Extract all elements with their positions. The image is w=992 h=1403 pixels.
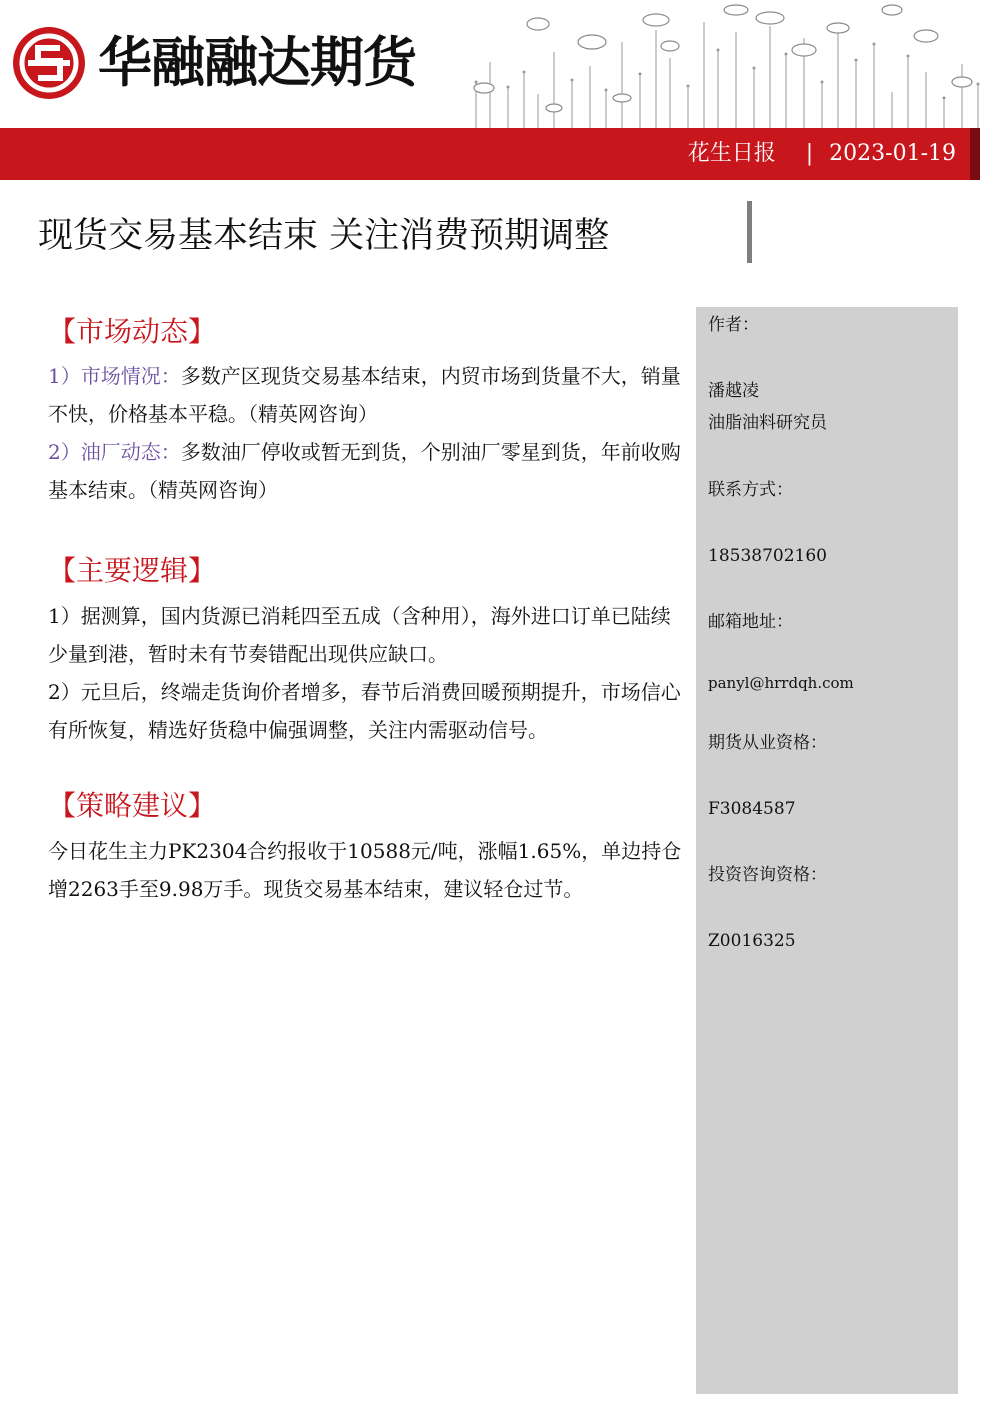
page-title: 现货交易基本结束 关注消费预期调整: [38, 216, 610, 256]
email-address[interactable]: panyl@hrrdqh.com: [708, 674, 854, 692]
market-item-1-text: 多数产区现货交易基本结束，内贸市场到货量不大，销量不快，价格基本平稳。（精英网咨询）: [48, 364, 681, 426]
strategy-text: 今日花生主力PK2304合约报收于10588元/吨，涨幅1.65%，单边持仓增2263手至9.98万手。现货交易基本结束，建议轻仓过节。: [48, 839, 682, 901]
banner-end-tab: [970, 128, 980, 180]
title-divider: [747, 201, 752, 263]
header: [0, 0, 992, 128]
contact-label: 联系方式：: [708, 480, 793, 500]
advisory-cert-id: Z0016325: [708, 931, 796, 951]
market-item-1: [48, 357, 688, 433]
logic-item-1: 1）据测算，国内货源已消耗四至五成（含种用），海外进口订单已陆续少量到港，暂时未有节奏错配出现供应缺口。: [48, 604, 671, 666]
futures-cert-label: 期货从业资格：: [708, 733, 827, 753]
section-heading-strategy: 【策略建议】: [48, 789, 217, 822]
report-meta: [688, 128, 956, 180]
author-name: 潘越凌: [708, 381, 759, 401]
company-logo-icon: [12, 26, 86, 100]
logic-item-2: 2）元旦后，终端走货询价者增多，春节后消费回暖预期提升，市场信心有所恢复，精选好货稳中偏强调整，关注内需驱动信号。: [48, 680, 681, 742]
phone-number: 18538702160: [708, 546, 827, 566]
report-date: 2023-01-19: [829, 141, 956, 166]
email-label: 邮箱地址：: [708, 612, 793, 632]
author-sidebar: [696, 307, 958, 1394]
author-role: 油脂油料研究员: [708, 413, 827, 433]
report-type: 花生日报: [687, 141, 776, 166]
market-item-2-text: 多数油厂停收或暂无到货，个别油厂零星到货，年前收购基本结束。（精英网咨询）: [48, 440, 681, 502]
market-item-1-lead: 1）市场情况：: [48, 364, 181, 388]
section-heading-market: 【市场动态】: [48, 315, 217, 348]
decorative-pattern: [456, 2, 992, 130]
market-item-2-lead: 2）油厂动态：: [48, 440, 181, 464]
futures-cert-id: F3084587: [708, 799, 796, 819]
market-item-2: [48, 433, 688, 509]
brand-name: 华融融达期货: [98, 31, 416, 94]
report-banner: [0, 128, 980, 180]
section-heading-logic: 【主要逻辑】: [48, 554, 217, 587]
advisory-cert-label: 投资咨询资格：: [708, 865, 827, 885]
report-separator: |: [805, 141, 814, 166]
author-label: 作者：: [708, 315, 759, 335]
